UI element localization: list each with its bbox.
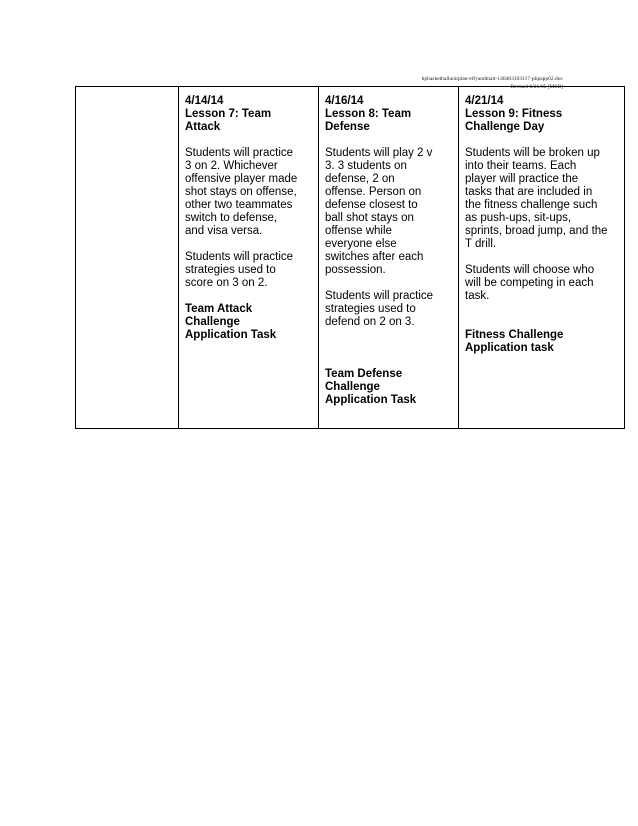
lesson-task: Team Defense Challenge Application Task [325,368,417,406]
lesson-date: 4/16/14 [325,95,364,107]
lesson-date: 4/21/14 [465,95,504,107]
lesson-task: Team Attack Challenge Application Task [185,303,277,341]
table-row [76,87,625,429]
lesson-description: Students will be broken up into their teams. Each player will practice the tasks that are included in the fitness challenge such as push-ups, sit-ups, sprints, broad jump, and the T drill. [465,147,608,250]
lesson-task: Fitness Challenge Application task [465,329,564,354]
lesson-strategy-note: Students will practice strategies used to defend on 2 on 3. [325,290,434,328]
lesson-strategy-note: Students will practice strategies used to score on 3 on 2. [185,251,294,289]
lesson-title: Lesson 7: Team Attack [185,108,272,133]
lesson-date: 4/14/14 [185,95,224,107]
lesson-description: Students will play 2 v 3. 3 students on defense, 2 on offense. Person on defense closest to ball shot stays on offense while everyone else switches after each possession. [325,147,433,276]
lesson-plan-table [75,86,625,429]
lesson-title: Lesson 8: Team Defense [325,108,412,133]
header-revision: Revised 6/21/05 [MSB] [510,84,563,90]
empty-cell [76,87,179,429]
lesson-cell-9 [459,87,625,429]
lesson-cell-7 [179,87,319,429]
lesson-cell-8 [319,87,459,429]
lesson-strategy-note: Students will choose who will be competing in each task. [465,264,595,302]
header-filename: hpbasketballunitplan-elfyandmatt-140403103117-phpapp02.doc [421,76,563,82]
lesson-title: Lesson 9: Fitness Challenge Day [465,108,563,133]
lesson-description: Students will practice 3 on 2. Whichever offensive player made shot stays on offense, other two teammates switch to defense, and visa versa. [185,147,298,237]
